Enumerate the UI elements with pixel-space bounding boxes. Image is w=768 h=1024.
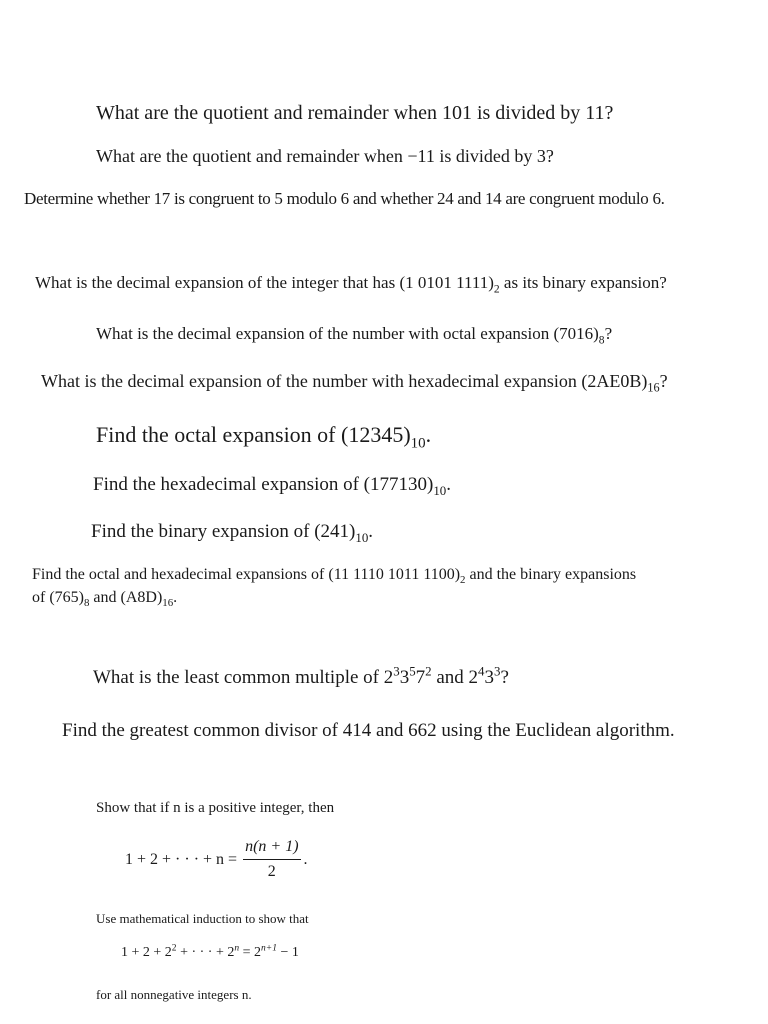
question-text: ?: [659, 371, 668, 391]
question-text: and the binary expansions: [465, 566, 637, 583]
question-text: What is the decimal expansion of the number with octal expansion (7016): [96, 324, 599, 343]
sum-formula: [125, 838, 308, 881]
exponent: 5: [409, 663, 416, 679]
question-hex-expansion: [93, 474, 451, 498]
formula-text: + · · · + 2: [176, 945, 235, 960]
exponent: 3: [494, 663, 501, 679]
question-octal-to-decimal: [96, 324, 613, 347]
question-octal-expansion: [96, 422, 432, 452]
formula-text: = 2: [239, 945, 262, 960]
base-subscript: 10: [355, 529, 369, 545]
exponent: 4: [478, 663, 485, 679]
question-octal-hex-line1: [32, 566, 637, 587]
exponent: n: [234, 943, 240, 954]
base-subscript: 8: [83, 597, 90, 610]
question-text: Find the octal expansion of (12345): [96, 422, 411, 447]
exponent: 2: [171, 943, 177, 954]
question-octal-hex-line2: [32, 589, 178, 610]
question-text: What is the decimal expansion of the integer that has (1 0101 1111): [35, 273, 494, 292]
formula-lhs: 1 + 2 + · · · + n =: [125, 850, 238, 868]
base-subscript: 2: [493, 282, 500, 296]
exponent: n+1: [261, 943, 277, 954]
question-sum-proof: Show that if n is a positive integer, then: [96, 800, 335, 816]
question-text: What is the decimal expansion of the number with hexadecimal expansion (2AE0B): [41, 371, 648, 391]
base: 3: [484, 667, 494, 688]
question-text: .: [425, 422, 432, 447]
formula-fraction: [243, 838, 300, 881]
question-quotient-neg11: What are the quotient and remainder when −11 is divided by 3?: [96, 146, 554, 166]
formula-text: − 1: [276, 945, 299, 960]
question-lcm: [93, 663, 509, 688]
question-text: .: [368, 521, 374, 542]
question-text: as its binary expansion?: [499, 273, 667, 292]
base-subscript: 10: [433, 482, 447, 498]
base-subscript: 2: [460, 574, 466, 587]
question-text: .: [446, 474, 451, 495]
fraction-numerator: n(n + 1): [243, 838, 300, 860]
question-induction: Use mathematical induction to show that: [96, 911, 309, 926]
formula-text: 1 + 2 + 2: [121, 945, 172, 960]
formula-period: .: [303, 850, 308, 868]
base-subscript: 16: [162, 597, 174, 610]
question-binary-expansion: [91, 521, 374, 545]
question-text: and (A8D): [89, 589, 163, 606]
question-text: ?: [604, 324, 613, 343]
question-text: Find the octal and hexadecimal expansions of (11 1110 1011 1100): [32, 566, 461, 583]
fraction-denominator: 2: [267, 863, 276, 880]
question-congruence: Determine whether 17 is congruent to 5 modulo 6 and whether 24 and 14 are congruent modulo 6.: [24, 189, 665, 208]
base-subscript: 10: [410, 435, 426, 452]
question-text: of (765): [32, 589, 84, 606]
question-quotient-101: What are the quotient and remainder when 101 is divided by 11?: [96, 102, 614, 124]
question-text: ?: [500, 667, 509, 688]
question-binary-to-decimal: [35, 273, 667, 296]
geometric-sum-formula: [121, 943, 299, 960]
question-text: and 2: [431, 667, 479, 688]
question-text: .: [173, 589, 178, 606]
question-hex-to-decimal: [41, 371, 668, 395]
question-induction-condition: for all nonnegative integers n.: [96, 987, 252, 1002]
exponent: 3: [393, 663, 400, 679]
question-gcd: Find the greatest common divisor of 414 and 662 using the Euclidean algorithm.: [62, 720, 675, 741]
base-subscript: 16: [647, 380, 660, 395]
base: 3: [399, 667, 410, 688]
base-subscript: 8: [598, 333, 605, 347]
question-text: What is the least common multiple of 2: [93, 667, 394, 688]
question-text: Find the binary expansion of (241): [91, 521, 356, 542]
question-text: Find the hexadecimal expansion of (177130): [93, 474, 434, 495]
exponent: 2: [425, 663, 432, 679]
base: 7: [415, 667, 426, 688]
